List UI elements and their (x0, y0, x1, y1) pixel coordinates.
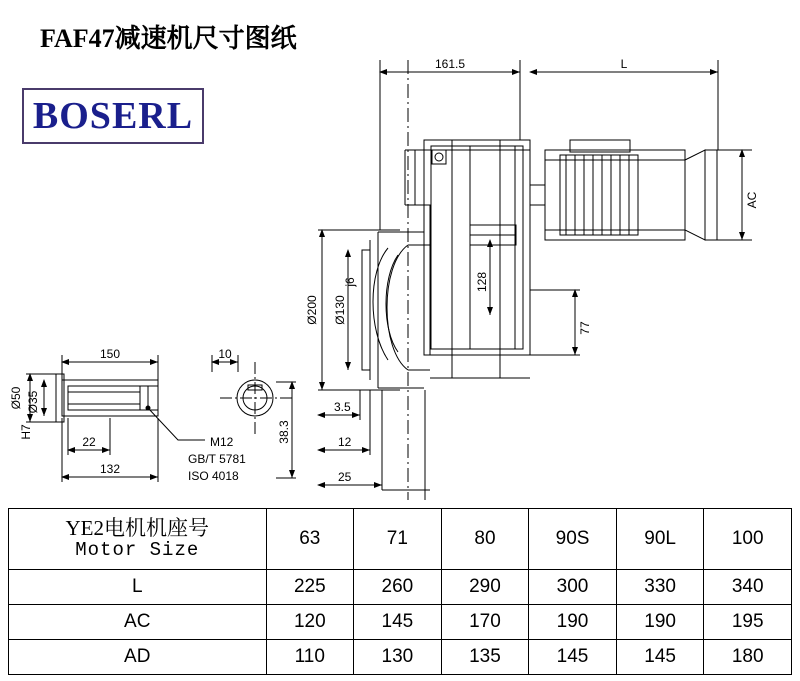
header-label-en: Motor Size (75, 539, 200, 562)
dim-128: 128 (475, 271, 489, 293)
cell-AC-0: 120 (266, 605, 354, 640)
header-label-cell (9, 509, 267, 570)
header-label-cn: YE2电机机座号 (65, 516, 209, 540)
header-size-1: 71 (354, 509, 442, 570)
logo-text: BOSERL (32, 95, 194, 137)
header-size-2: 80 (441, 509, 529, 570)
table-row (9, 640, 792, 675)
row-label-AD: AD (9, 640, 267, 675)
cell-AD-4: 145 (616, 640, 704, 675)
dim-d200: Ø200 (305, 295, 319, 325)
dim-d130-tol: j6 (343, 277, 357, 287)
page-title: FAF47减速机尺寸图纸 (40, 24, 297, 53)
dim-10: 10 (218, 347, 232, 361)
row-label-AC: AC (9, 605, 267, 640)
dim-AC: AC (745, 191, 759, 209)
row-label-L: L (9, 570, 267, 605)
dim-132: 132 (99, 462, 121, 476)
header-size-3: 90S (529, 509, 617, 570)
cell-AD-0: 110 (266, 640, 354, 675)
header-size-5: 100 (704, 509, 792, 570)
cell-AC-2: 170 (441, 605, 529, 640)
cell-AD-5: 180 (704, 640, 792, 675)
dim-d35: Ø35 (26, 390, 40, 414)
dim-d35-tol: H7 (19, 424, 33, 440)
bolt-callout-gbt: GB/T 5781 (188, 452, 246, 466)
cell-AC-3: 190 (529, 605, 617, 640)
spec-table (8, 508, 792, 675)
dim-38-3: 38.3 (277, 420, 291, 444)
dim-161-5: 161.5 (434, 57, 466, 71)
cell-L-3: 300 (529, 570, 617, 605)
bolt-callout-iso: ISO 4018 (188, 469, 239, 483)
dim-12: 12 (338, 435, 352, 449)
dim-d130: Ø130 (333, 295, 347, 325)
cell-L-4: 330 (616, 570, 704, 605)
bolt-callout-m12: M12 (210, 435, 234, 449)
table-row (9, 605, 792, 640)
dim-77: 77 (578, 321, 592, 335)
cell-AD-2: 135 (441, 640, 529, 675)
cell-L-0: 225 (266, 570, 354, 605)
cell-AC-1: 145 (354, 605, 442, 640)
cell-L-5: 340 (704, 570, 792, 605)
cell-L-2: 290 (441, 570, 529, 605)
header-size-4: 90L (616, 509, 704, 570)
cell-AC-4: 190 (616, 605, 704, 640)
cell-AD-1: 130 (354, 640, 442, 675)
dim-L: L (620, 57, 628, 71)
cell-AD-3: 145 (529, 640, 617, 675)
cell-AC-5: 195 (704, 605, 792, 640)
cell-L-1: 260 (354, 570, 442, 605)
header-size-0: 63 (266, 509, 354, 570)
dim-150: 150 (99, 347, 121, 361)
table-header-row (9, 509, 792, 570)
dim-25: 25 (338, 470, 352, 484)
table-row (9, 570, 792, 605)
dim-3-5: 3.5 (334, 400, 351, 414)
dim-d50: Ø50 (9, 386, 23, 410)
dim-22: 22 (82, 435, 96, 449)
